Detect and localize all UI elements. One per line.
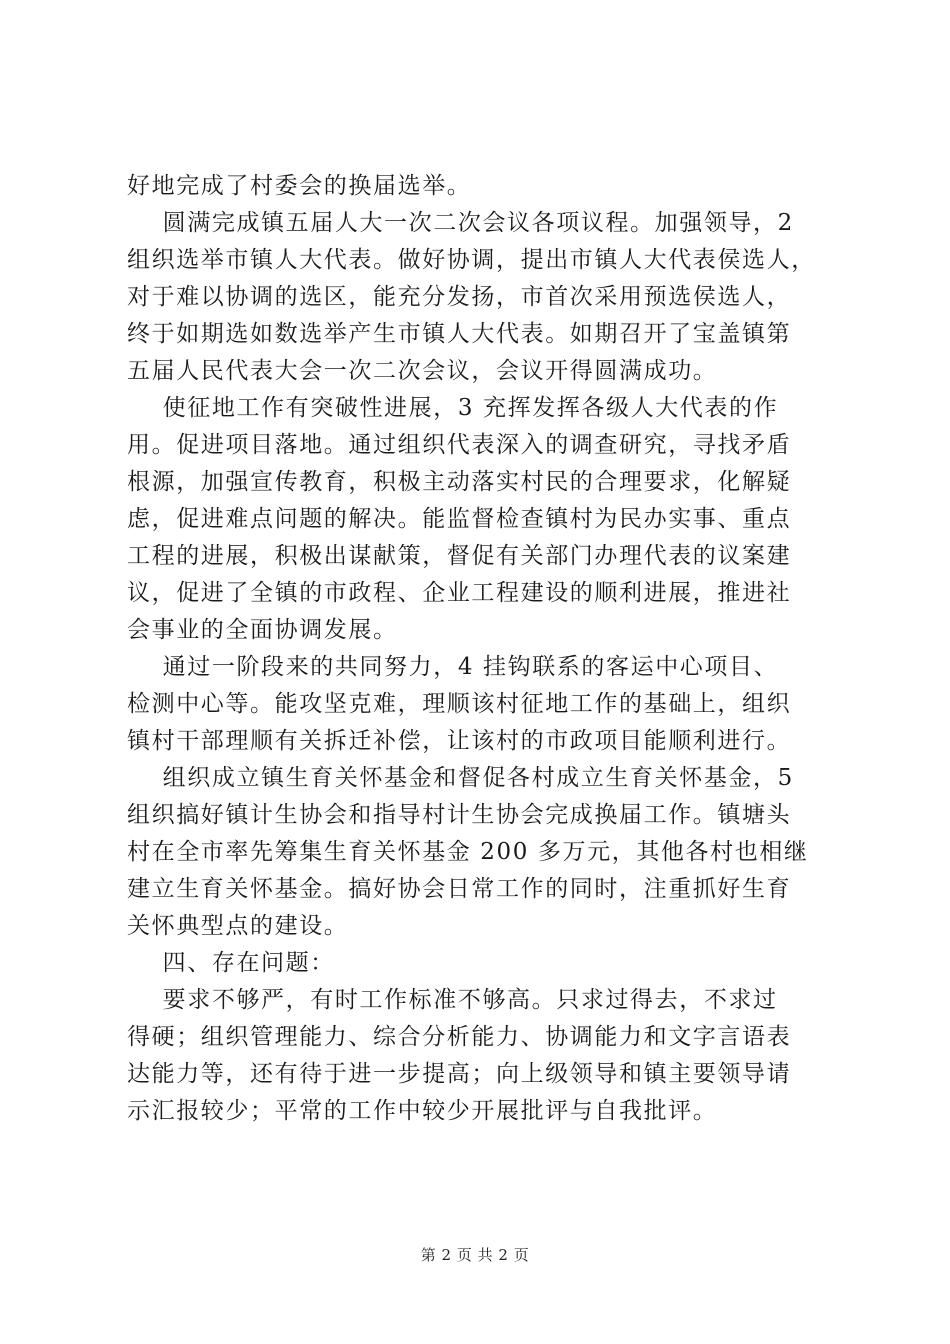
text-line: 用。促进项目落地。通过组织代表深入的调查研究，寻找矛盾 bbox=[127, 432, 792, 458]
text-line: 建立生育关怀基金。搞好协会日常工作的同时，注重抓好生育 bbox=[127, 876, 792, 902]
text-line: 组织成立镇生育关怀基金和督促各村成立生育关怀基金，5 bbox=[127, 765, 794, 791]
text-line: 会事业的全面协调发展。 bbox=[127, 617, 398, 643]
section-heading: 四、存在问题： bbox=[127, 950, 335, 976]
text-line: 达能力等，还有待于进一步提高；向上级领导和镇主要领导请 bbox=[127, 1061, 792, 1087]
text-line: 通过一阶段来的共同努力，4 挂钩联系的客运中心项目、 bbox=[127, 654, 779, 680]
text-line: 组织搞好镇计生协会和指导村计生协会完成换届工作。镇塘头 bbox=[127, 802, 792, 828]
text-line: 终于如期选如数选举产生市镇人大代表。如期召开了宝盖镇第 bbox=[127, 321, 792, 347]
text-line: 对于难以协调的选区，能充分发扬，市首次采用预选侯选人， bbox=[127, 284, 792, 310]
page-footer: 第 2 页 共 2 页 bbox=[420, 1246, 530, 1264]
text-line: 镇村干部理顺有关拆迁补偿，让该村的市政项目能顺利进行。 bbox=[127, 728, 792, 754]
text-line: 村在全市率先筹集生育关怀基金 200 多万元，其他各村也相继 bbox=[127, 839, 809, 865]
text-line: 好地完成了村委会的换届选举。 bbox=[127, 173, 472, 199]
text-line: 虑，促进难点问题的解决。能监督检查镇村为民办实事、重点 bbox=[127, 506, 792, 532]
text-line: 组织选举市镇人大代表。做好协调，提出市镇人大代表侯选人， bbox=[127, 247, 816, 273]
text-line: 根源，加强宣传教育，积极主动落实村民的合理要求，化解疑 bbox=[127, 469, 792, 495]
text-line: 工程的进展，积极出谋献策，督促有关部门办理代表的议案建 bbox=[127, 543, 792, 569]
document-body bbox=[127, 168, 837, 1130]
text-line: 圆满完成镇五届人大一次二次会议各项议程。加强领导，2 bbox=[127, 210, 794, 236]
text-line: 议，促进了全镇的市政程、企业工程建设的顺利进展，推进社 bbox=[127, 580, 792, 606]
text-line: 五届人民代表大会一次二次会议，会议开得圆满成功。 bbox=[127, 358, 718, 384]
text-line: 关怀典型点的建设。 bbox=[127, 913, 349, 939]
text-line: 示汇报较少；平常的工作中较少开展批评与自我批评。 bbox=[127, 1098, 718, 1124]
text-line: 要求不够严，有时工作标准不够高。只求过得去，不求过 bbox=[127, 987, 778, 1013]
text-line: 得硬；组织管理能力、综合分析能力、协调能力和文字言语表 bbox=[127, 1024, 792, 1050]
text-line: 使征地工作有突破性进展，3 充挥发挥各级人大代表的作 bbox=[127, 395, 779, 421]
text-line: 检测中心等。能攻坚克难，理顺该村征地工作的基础上，组织 bbox=[127, 691, 792, 717]
